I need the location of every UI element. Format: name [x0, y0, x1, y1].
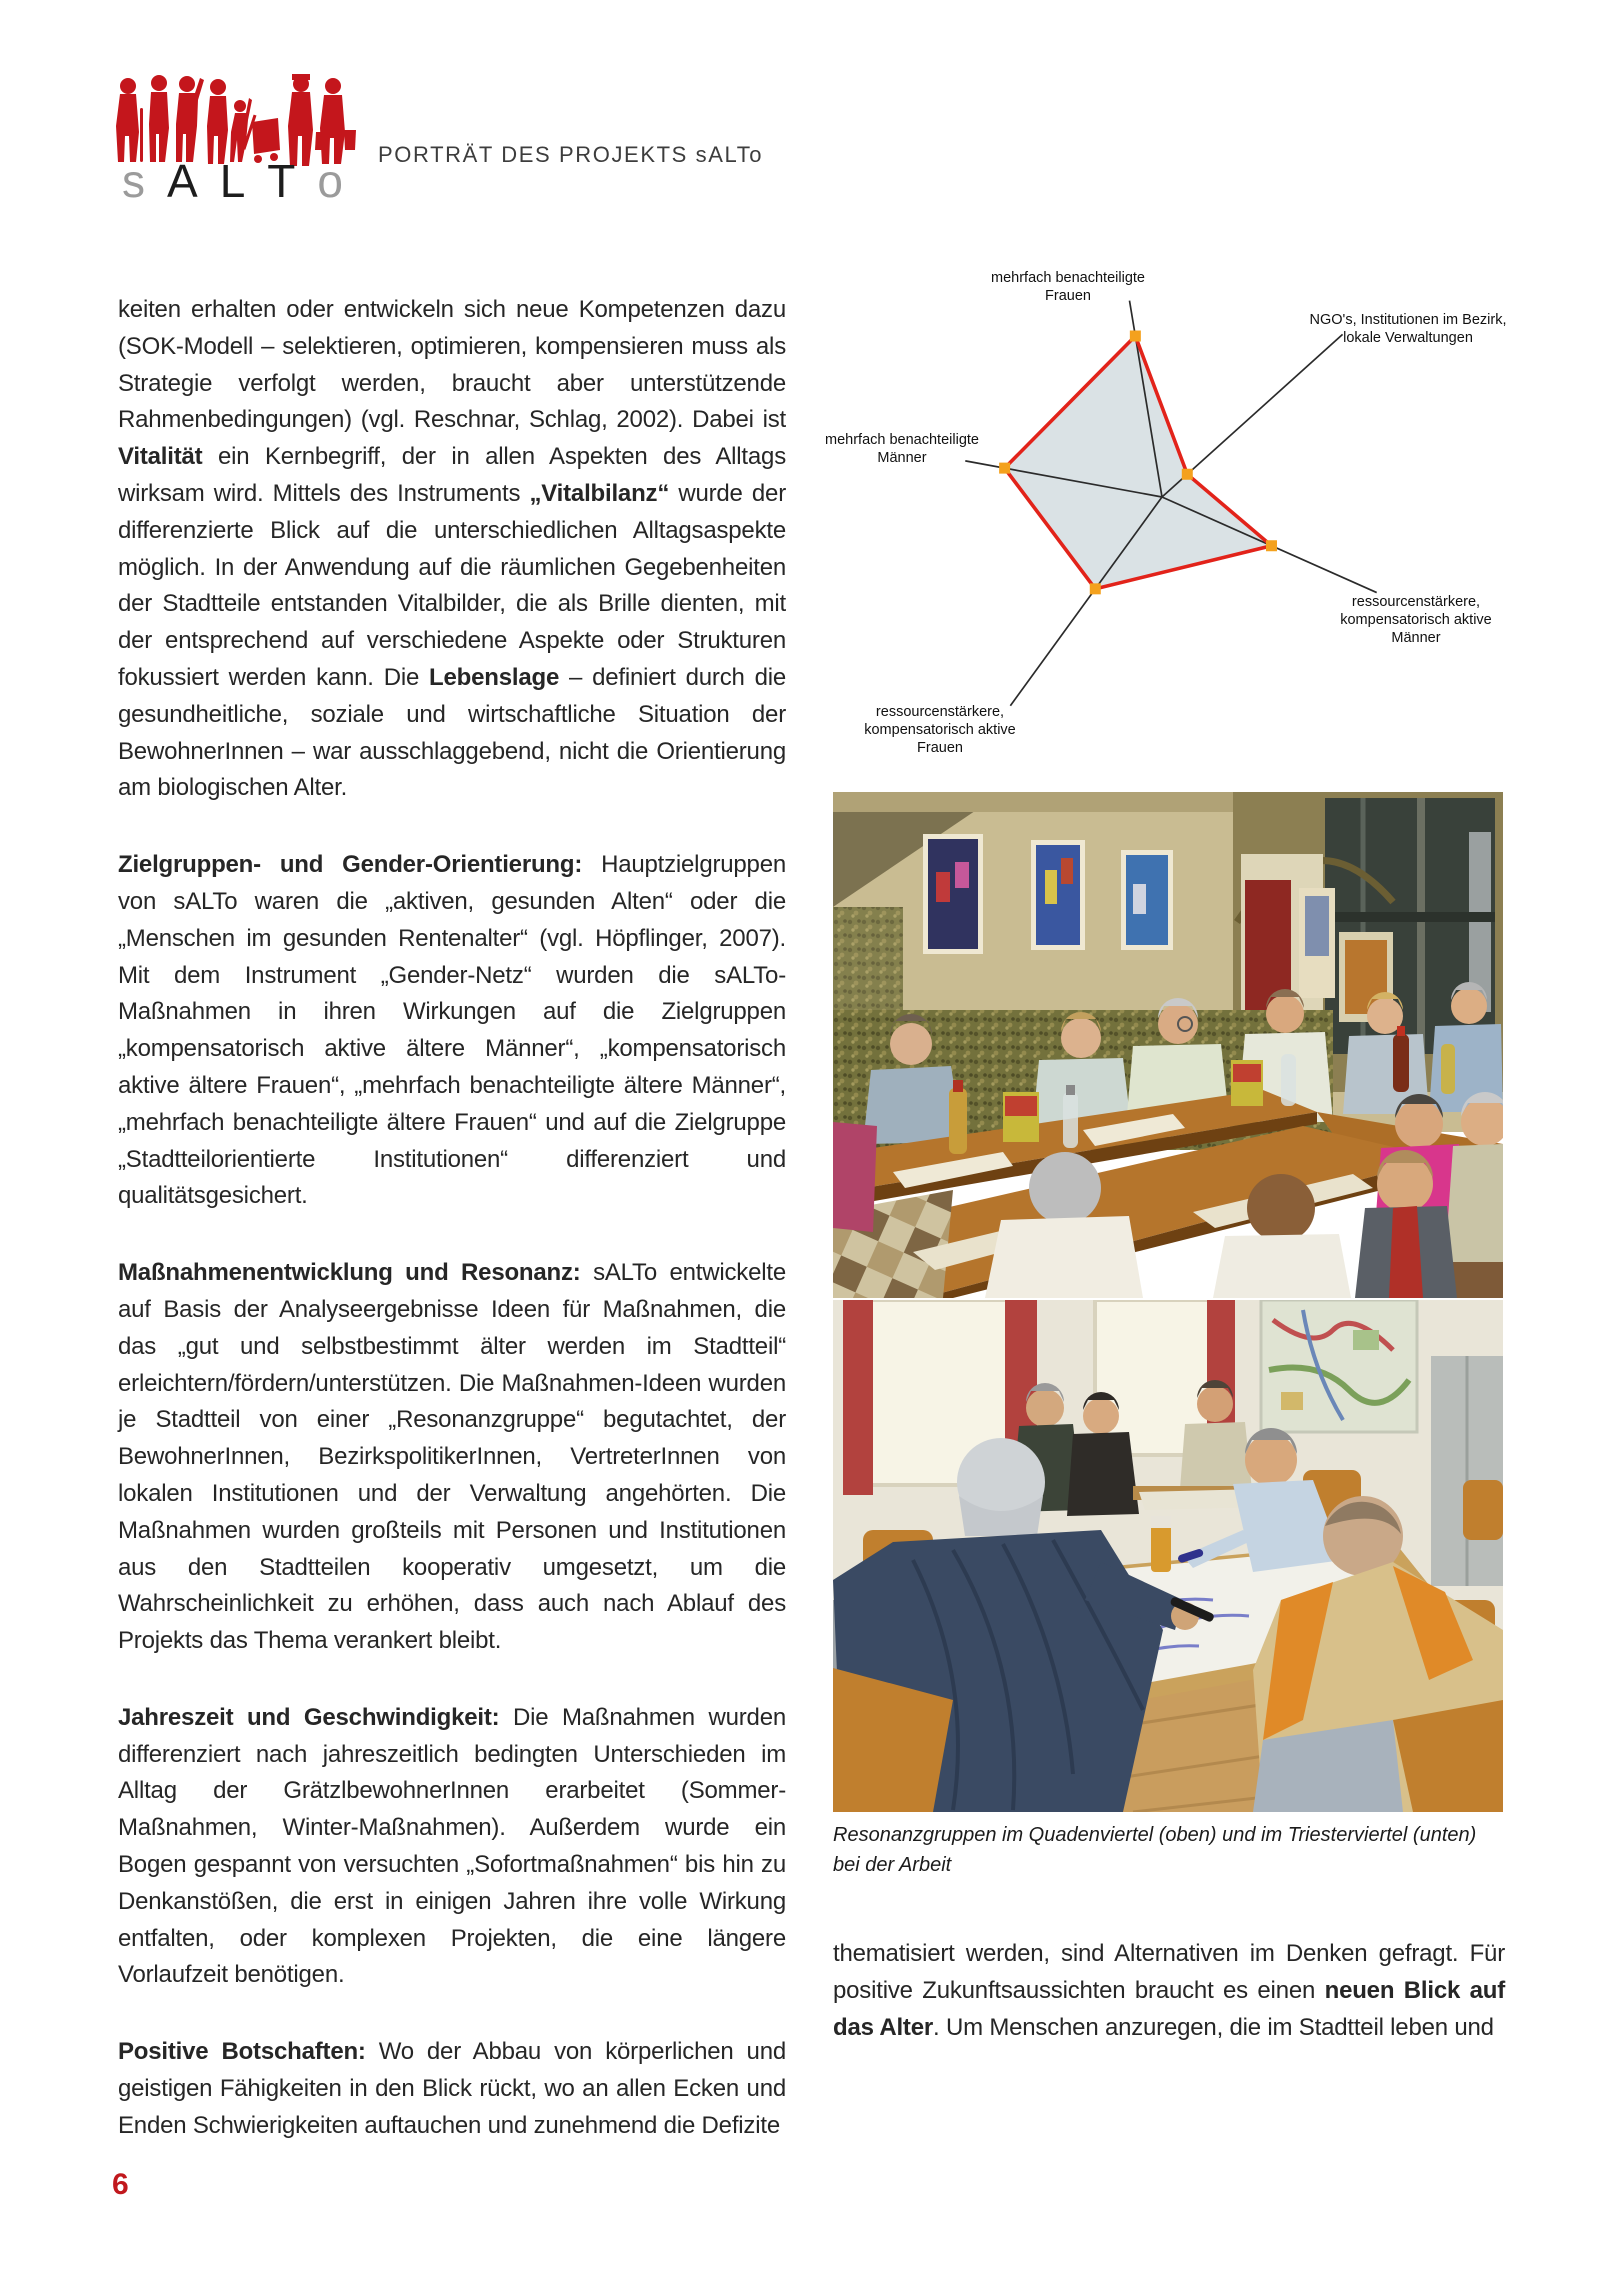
logo-letter: o — [317, 155, 343, 207]
photo-quadenviertel-image — [833, 792, 1503, 1298]
chart-axis-label: mehrfach benachteiligte Frauen — [991, 270, 1145, 305]
logo-letter: T — [267, 155, 296, 207]
logo-letter: L — [219, 155, 246, 207]
photo-triesterviertel — [833, 1300, 1503, 1812]
paragraph: Positive Botschaften: Wo der Abbau von körperlichen und geistigen Fähigkeiten in den Blick rückt, wo an allen Ecken und Enden Schwierigkeiten auftauchen und zunehmend die Defizite — [118, 2038, 786, 2139]
chart-axis-label: mehrfach benachteiligte Männer — [825, 432, 979, 467]
right-text-column — [833, 1936, 1505, 2086]
chart-axis-label: ressourcenstärkere, kompensatorisch aktive Männer — [1340, 594, 1492, 647]
photo-caption: Resonanzgruppen im Quadenviertel (oben) und im Triesterviertel (unten) bei der Arbeit — [833, 1824, 1477, 1876]
photo-triesterviertel-image — [833, 1300, 1503, 1812]
chart-axis-label: NGO's, Institutionen im Bezirk, lokale Verwaltungen — [1309, 312, 1507, 347]
page-number: 6 — [112, 2168, 129, 2201]
salto-logo — [112, 74, 358, 166]
logo-people-figures-icon — [112, 74, 358, 166]
paragraph: keiten erhalten oder entwickeln sich neue Kompetenzen dazu (SOK-Modell – selektieren, optimieren, kompensieren muss als Strategie verfolgt werden, braucht aber unterstützende Rahmenbedingungen) (vgl. Reschnar, Schlag, 2002). Dabei ist Vitalität ein Kernbegriff, der in allen Aspekten des Alltags wirksam wird. Mittels des Instruments „Vitalbilanz“ wurde der differenzierte Blick auf die unterschiedlichen Alltagsaspekte möglich. In der Anwendung auf die räumlichen Gegebenheiten der Stadtteile entstanden Vitalbilder, die als Brille dienten, mit der entsprechend auf verschiedene Aspekte oder Strukturen fokussiert werden kann. Die Lebenslage – definiert durch die gesundheitliche, soziale und wirtschaftliche Situation der BewohnerInnen – war ausschlaggebend, nicht die Orientierung am biologischen Alter. — [118, 296, 786, 802]
photo-quadenviertel — [833, 792, 1503, 1298]
paragraph: Jahreszeit und Geschwindigkeit: Die Maßnahmen wurden differenziert nach jahreszeitlich bedingten Unterschieden im Alltag der GrätzlbewohnerInnen erarbeitet (Sommer-Maßnahmen, Winter-Maßnahmen). Außerdem wurde ein Bogen gespannt von versuchten „Sofortmaßnahmen“ bis hin zu Denkanstößen, die erst in einigen Jahren ihre volle Wirkung entfalten, oder komplexen Projekten, die eine längere Vorlaufzeit benötigen. — [118, 1703, 786, 1989]
paragraph: thematisiert werden, sind Alternativen im Denken gefragt. Für positive Zukunftsaussichten braucht es einen neuen Blick auf das Alter. Um Menschen anzuregen, die im Stadtteil leben und — [833, 1940, 1505, 2041]
page-header-title: PORTRÄT DES PROJEKTS sALTo — [378, 142, 764, 167]
logo-letter: A — [167, 155, 198, 207]
chart-axis-label: ressourcenstärkere, kompensatorisch aktive Frauen — [864, 704, 1016, 757]
paragraph: Zielgruppen- und Gender-Orientierung: Hauptzielgruppen von sALTo waren die „aktiven, gesunden Alten“ oder die „Menschen im gesunden Rentenalter“ (vgl. Höpflinger, 2007). Mit dem Instrument „Gender-Netz“ wurden die sALTo-Maßnahmen in ihren Wirkungen auf die Zielgruppen „kompensatorisch aktive ältere Männer“, „kompensatorisch aktive ältere Frauen“, „mehrfach benachteiligte ältere Männer“, „mehrfach benachteiligte ältere Frauen“ und auf die Zielgruppe „Stadtteilorientierte Institutionen“ differenziert und qualitätsgesichert. — [118, 851, 786, 1210]
logo-letter: s — [122, 155, 145, 207]
paragraph: Maßnahmenentwicklung und Resonanz: sALTo entwickelte auf Basis der Analyseergebnisse Ideen für Maßnahmen, die das „gut und selbstbestimmt älter werden im Stadtteil“ erleichtern/fördern/unterstützen. Die Maßnahmen-Ideen wurden je Stadtteil von einer „Resonanzgruppe“ begutachtet, der BewohnerInnen, BezirkspolitikerInnen, VertreterInnen von lokalen Institutionen und der Verwaltung angehörten. Die Maßnahmen wurden großteils mit Personen und Institutionen aus den Stadtteilen kooperativ umgesetzt, um die Wahrscheinlichkeit zu erhöhen, dass auch nach Ablauf des Projekts das Thema verankert bleibt. — [118, 1259, 787, 1655]
logo-wordmark — [122, 155, 343, 207]
gender-netz-chart — [825, 255, 1530, 765]
left-text-column — [118, 292, 786, 2185]
